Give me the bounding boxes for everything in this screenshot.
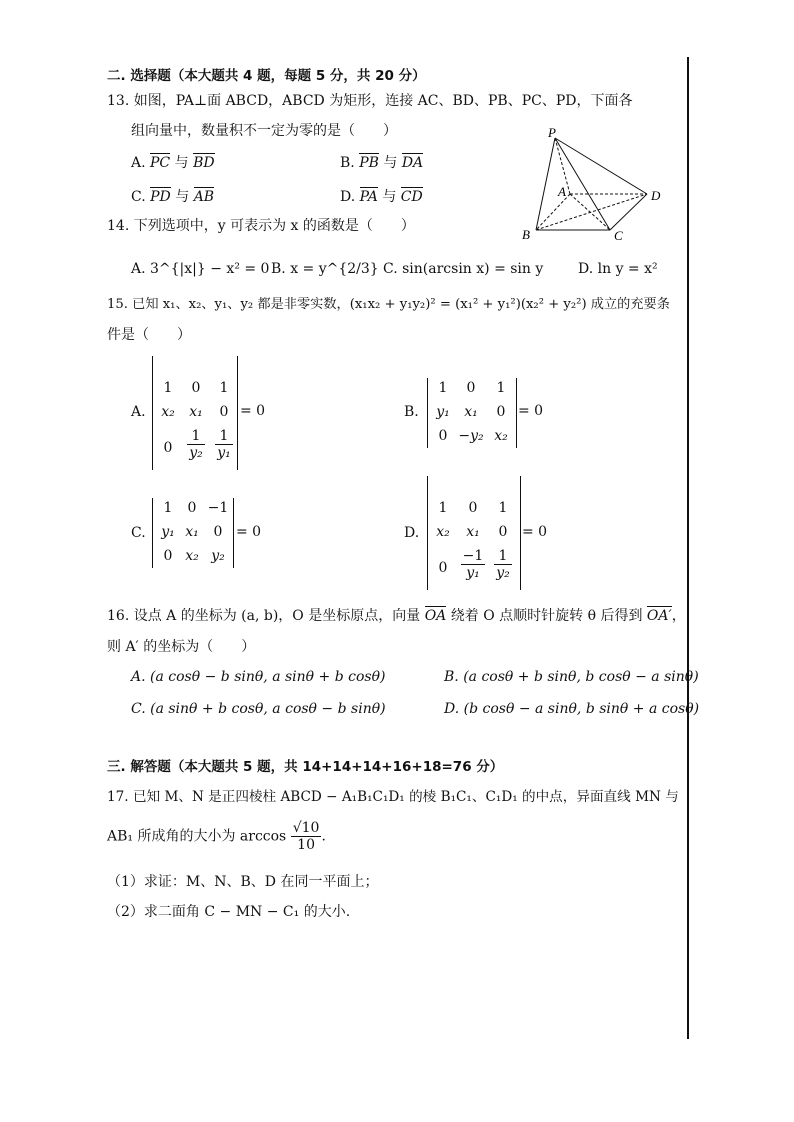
q15-determinant-a <box>152 356 238 470</box>
option-label: D. <box>340 189 356 205</box>
det-cell: y₁ <box>161 524 175 540</box>
q17-text: AB₁ 所成角的大小为 arccos <box>107 828 287 845</box>
det-frac <box>488 548 518 581</box>
connector: 与 <box>383 155 398 171</box>
det-cell: 1 <box>163 500 173 516</box>
q15-option-d-label: D. <box>404 525 420 541</box>
det-cell: 1 <box>219 380 229 396</box>
q16-text: 绕着 O 点顺时针旋转 θ 后得到 <box>450 608 643 624</box>
frac-den: y₁ <box>217 445 231 461</box>
vector-pc: PC <box>150 155 171 171</box>
det-cell: 0 <box>213 524 223 540</box>
label-b: B <box>522 227 530 242</box>
label-a: A <box>558 184 566 199</box>
section-heading-answer: 三. 解答题（本大题共 5 题，共 14+14+14+16+18=76 分） <box>107 759 504 775</box>
vector-pa: PA <box>359 189 378 205</box>
frac-num: 1 <box>187 428 205 445</box>
edge-pb <box>536 138 555 230</box>
det-cell: 0 <box>163 548 173 564</box>
q17-stem-line1: 17. 已知 M、N 是正四棱柱 ABCD − A₁B₁C₁D₁ 的棱 B₁C₁、C₁D₁ 的中点，异面直线 MN 与 <box>107 789 679 805</box>
det-frac <box>181 428 211 461</box>
q17-text: . <box>321 828 326 845</box>
equals-zero: = 0 <box>522 524 548 540</box>
pyramid-figure <box>510 126 680 244</box>
q13-option-a <box>131 154 215 172</box>
q15-determinant-d <box>427 476 521 590</box>
q14-stem: 14. 下列选项中，y 可表示为 x 的函数是（ ） <box>107 218 415 234</box>
q16-stem-line2: 则 A′ 的坐标为（ ） <box>107 639 256 655</box>
frac-num: 1 <box>215 428 233 445</box>
det-cell: 1 <box>438 380 448 396</box>
q16-stem-line1 <box>107 607 686 625</box>
det-cell: x₁ <box>464 404 478 420</box>
det-cell: 0 <box>438 560 448 576</box>
frac-num: −1 <box>462 548 484 564</box>
q14-option-d: D. ln y = x² <box>578 261 658 277</box>
det-cell: y₁ <box>436 404 450 420</box>
det-cell: 0 <box>219 404 229 420</box>
q15-option-c-label: C. <box>131 525 146 541</box>
frac-num: √10 <box>292 820 320 836</box>
right-margin-rule <box>687 57 689 1039</box>
det-cell: 0 <box>468 500 478 516</box>
det-cell: 0 <box>163 440 173 456</box>
det-cell: 0 <box>496 404 506 420</box>
det-cell: 0 <box>466 380 476 396</box>
vector-pd: PD <box>150 189 171 205</box>
frac-den: 10 <box>297 837 315 853</box>
connector: 与 <box>382 189 397 205</box>
det-cell: −1 <box>207 500 229 516</box>
option-label: A. <box>131 155 146 171</box>
edge-cd <box>610 194 647 230</box>
det-cell: 0 <box>187 500 197 516</box>
det-cell: x₂ <box>185 548 199 564</box>
q13-option-d <box>340 188 423 206</box>
det-cell: −y₂ <box>458 428 484 444</box>
det-cell: x₁ <box>185 524 199 540</box>
q13-stem-line2: 组向量中，数量积不一定为零的是（ ） <box>131 123 397 139</box>
q16-option-c: C. (a sinθ + b cosθ, a cosθ − b sinθ) <box>131 701 386 717</box>
det-cell: x₁ <box>466 524 480 540</box>
q16-option-d: D. (b cosθ − a sinθ, b sinθ + a cosθ) <box>444 701 700 717</box>
q15-option-b-label: B. <box>404 404 419 420</box>
det-cell: 1 <box>438 500 448 516</box>
det-cell: x₂ <box>494 428 508 444</box>
frac-den: y₁ <box>466 565 480 581</box>
q16-text: ， <box>671 608 686 624</box>
q14-option-c: C. sin(arcsin x) = sin y <box>383 261 544 277</box>
connector: 与 <box>175 189 190 205</box>
q15-stem-line2: 件是（ ） <box>107 327 191 343</box>
det-cell: x₂ <box>436 524 450 540</box>
section-heading-choice: 二. 选择题（本大题共 4 题，每题 5 分，共 20 分） <box>107 68 426 84</box>
q13-option-b <box>340 154 423 172</box>
q13-option-c <box>131 188 214 206</box>
det-cell: 1 <box>496 380 506 396</box>
label-d: D <box>651 188 661 203</box>
det-frac <box>458 548 488 581</box>
det-cell: 1 <box>163 380 173 396</box>
q16-option-b: B. (a cosθ + b sinθ, b cosθ − a sinθ) <box>444 669 699 685</box>
option-label: C. <box>131 189 146 205</box>
vector-oa: OA <box>424 608 447 624</box>
det-cell: 0 <box>498 524 508 540</box>
det-cell: 0 <box>191 380 201 396</box>
connector: 与 <box>174 155 189 171</box>
frac-den: y₂ <box>496 565 510 581</box>
det-cell: 1 <box>498 500 508 516</box>
label-p: P <box>548 126 556 140</box>
q17-part2: （2）求二面角 C − MN − C₁ 的大小. <box>107 904 351 920</box>
equals-zero: = 0 <box>518 403 544 419</box>
vector-pb: PB <box>359 155 379 171</box>
frac-den: y₂ <box>189 445 203 461</box>
q14-option-a: A. 3^{|x|} − x² = 0 <box>131 261 270 277</box>
det-cell: y₂ <box>211 548 225 564</box>
q17-stem-line2 <box>107 820 326 853</box>
vector-ab: AB <box>193 189 215 205</box>
det-cell: x₁ <box>189 404 203 420</box>
fraction-sqrt10-over-10 <box>291 820 322 853</box>
edge-pd <box>555 138 647 194</box>
label-c: C <box>614 228 623 243</box>
frac-num: 1 <box>494 548 512 565</box>
equals-zero: = 0 <box>240 403 266 419</box>
det-frac <box>209 428 239 461</box>
q15-determinant-b <box>427 378 517 448</box>
option-label: B. <box>340 155 355 171</box>
det-cell: 0 <box>438 428 448 444</box>
vector-da: DA <box>401 155 424 171</box>
vector-cd: CD <box>400 189 423 205</box>
q17-part1: （1）求证：M、N、B、D 在同一平面上； <box>107 874 379 890</box>
q14-option-b: B. x = y^{2/3} <box>271 261 379 277</box>
q16-text: 16. 设点 A 的坐标为 (a, b)，O 是坐标原点，向量 <box>107 608 421 624</box>
vector-oa-prime: OA′ <box>646 608 672 624</box>
equals-zero: = 0 <box>236 524 262 540</box>
q15-option-a-label: A. <box>131 404 146 420</box>
vector-bd: BD <box>193 155 215 171</box>
q13-stem-line1: 13. 如图，PA⊥面 ABCD，ABCD 为矩形，连接 AC、BD、PB、PC、PD，下面各 <box>107 93 633 109</box>
q15-stem-line1: 15. 已知 x₁、x₂、y₁、y₂ 都是非零实数，(x₁x₂ + y₁y₂)² = (x₁² + y₁²)(x₂² + y₂²) 成立的充要条 <box>107 297 670 312</box>
q16-option-a: A. (a cosθ − b sinθ, a sinθ + b cosθ) <box>131 669 386 685</box>
det-cell: x₂ <box>161 404 175 420</box>
q15-determinant-c <box>152 498 234 568</box>
